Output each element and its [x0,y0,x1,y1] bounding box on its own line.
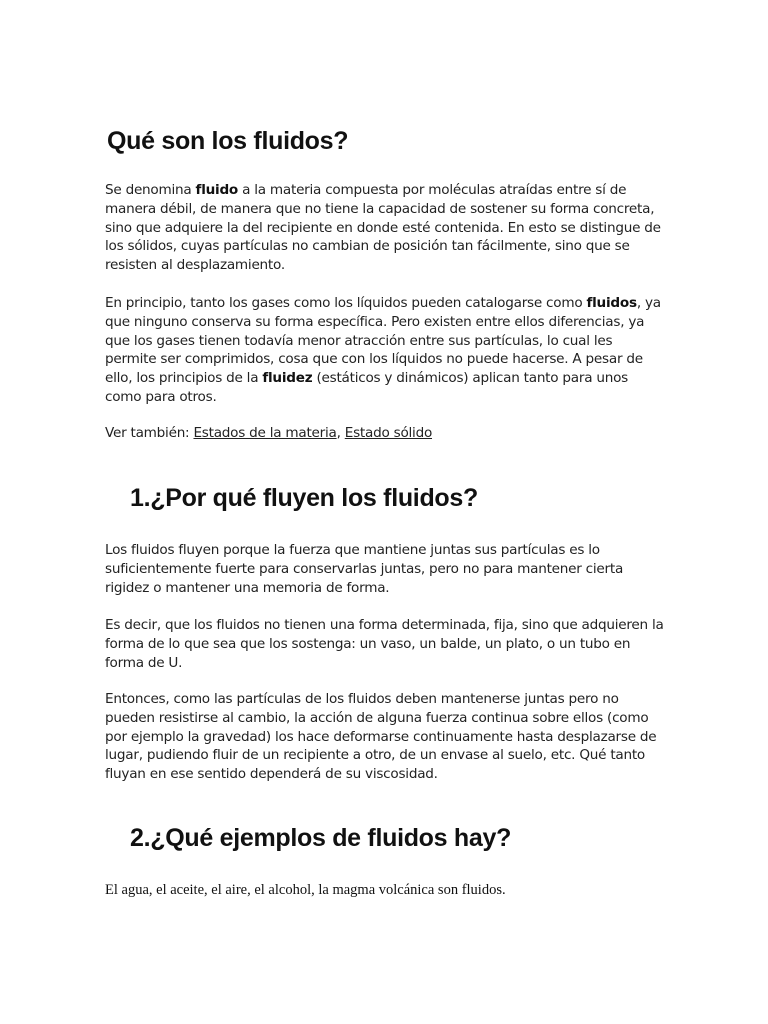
principle-text-a: En principio, tanto los gases como los líquidos pueden catalogarse como [105,295,587,311]
link-estado-solido[interactable]: Estado sólido [344,425,433,441]
section-2-paragraph-1: El agua, el aceite, el aire, el alcohol, la magma volcánica son fluidos. [105,882,506,898]
link-estados-de-la-materia[interactable]: Estados de la materia [193,425,337,441]
see-also-separator: , [336,425,345,441]
section-1-paragraph-1: Los fluidos fluyen porque la fuerza que mantiene juntas sus partículas es lo suficientemente fuerte para conservarlas juntas, pero no para mantener cierta rigidez o mantener una memoria de forma. [105,542,624,596]
principle-paragraph [105,294,665,407]
see-also-line [105,424,665,443]
principle-text-e: (estáticos y dinámicos) aplican tanto para unos como para otros. [105,370,628,405]
term-fluido: fluido [195,182,239,198]
intro-paragraph [105,181,665,275]
see-also-prefix: Ver también: [105,425,194,441]
intro-text-end: a la materia compuesta por moléculas atraídas entre sí de manera débil, de manera que no tiene la capacidad de sostener su forma concreta, sino que adquiere la del recipiente en donde esté contenida. En esto se distingue de los sólidos, cuyas partículas no cambian de posición tan fácilmente, sino que se resisten al desplazamiento. [105,182,661,274]
section-1-heading: 1.¿Por qué fluyen los fluidos? [130,484,478,512]
section-1-paragraph-2: Es decir, que los fluidos no tienen una forma determinada, fija, sino que adquieren la forma de lo que sea que los sostenga: un vaso, un balde, un plato, o un tubo en forma de U. [105,617,664,671]
page-title: Qué son los fluidos? [107,127,349,155]
section-2-heading: 2.¿Qué ejemplos de fluidos hay? [130,824,512,852]
section-1-paragraph-3: Entonces, como las partículas de los fluidos deben mantenerse juntas pero no pueden resistirse al cambio, la acción de alguna fuerza continua sobre ellos (como por ejemplo la gravedad) los hace deformarse continuamente hasta desplazarse de lugar, pudiendo fluir de un recipiente a otro, de un envase al suelo, etc. Qué tanto fluyan en ese sentido dependerá de su viscosidad. [105,691,657,783]
term-fluidos: fluidos [586,295,637,311]
term-fluidez: fluidez [262,370,313,387]
intro-text-start: Se denomina [105,182,196,198]
principle-text-c: , ya que ninguno conserva su forma específica. Pero existen entre ellos diferencias, ya que los gases tienen todavía menor atracción entre sus partículas, lo cual les permite ser comprimidos, cosa que con los líquidos no puede hacerse. A pesar de ello, los principios de la [105,295,661,387]
